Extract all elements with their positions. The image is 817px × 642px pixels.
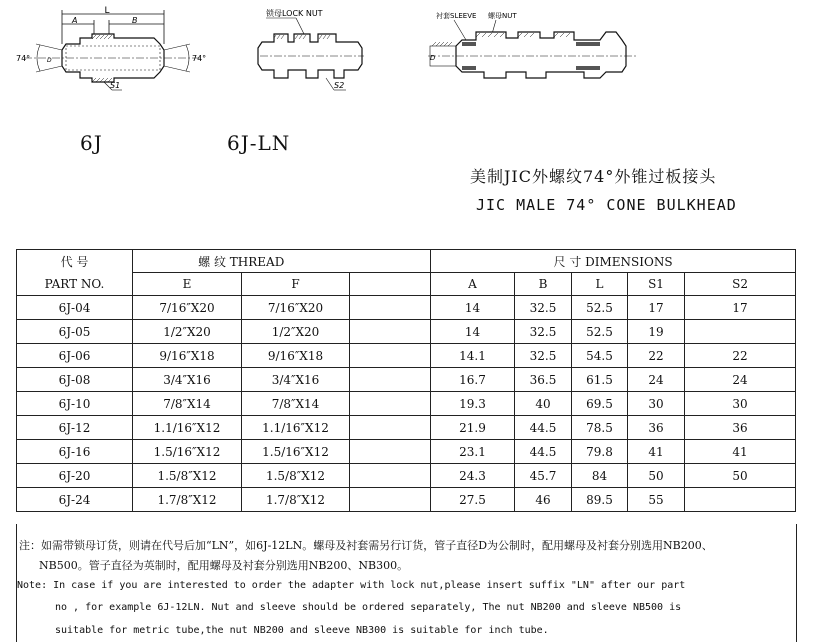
cell-s1: 55	[628, 488, 685, 512]
cell-a: 14.1	[431, 344, 515, 368]
dim-D-label: D	[47, 57, 52, 64]
angle-left-label: 74°	[16, 54, 31, 63]
cell-part-no: 6J-10	[17, 392, 133, 416]
cell-spacer	[350, 368, 431, 392]
header-l: L	[572, 273, 628, 296]
cell-thread-f: 7/16″X20	[242, 296, 350, 320]
cell-s1: 50	[628, 464, 685, 488]
cell-b: 32.5	[515, 296, 572, 320]
cell-b: 32.5	[515, 344, 572, 368]
cell-a: 24.3	[431, 464, 515, 488]
cell-s2: 30	[685, 392, 796, 416]
cell-s2: 24	[685, 368, 796, 392]
table-row	[17, 392, 796, 416]
cell-thread-f: 1.1/16″X12	[242, 416, 350, 440]
cell-thread-f: 3/4″X16	[242, 368, 350, 392]
cell-s1: 41	[628, 440, 685, 464]
cell-l: 54.5	[572, 344, 628, 368]
table-body	[17, 296, 796, 512]
table-row	[17, 464, 796, 488]
header-s2: S2	[685, 273, 796, 296]
cell-s1: 19	[628, 320, 685, 344]
header-code-cn: 代 号	[17, 250, 133, 273]
cell-l: 69.5	[572, 392, 628, 416]
header-thread: 螺 纹 THREAD	[133, 250, 350, 273]
table-row	[17, 368, 796, 392]
dim-B-label: B	[132, 16, 138, 25]
cell-thread-f: 1/2″X20	[242, 320, 350, 344]
cell-s1: 17	[628, 296, 685, 320]
cell-b: 32.5	[515, 320, 572, 344]
cell-thread-e: 1.5/16″X12	[133, 440, 242, 464]
cell-a: 21.9	[431, 416, 515, 440]
cell-spacer	[350, 392, 431, 416]
cell-s1: 22	[628, 344, 685, 368]
drawing-6j-assembly	[426, 4, 646, 94]
cell-a: 14	[431, 320, 515, 344]
cell-thread-e: 3/4″X16	[133, 368, 242, 392]
cell-spacer	[350, 488, 431, 512]
cell-b: 44.5	[515, 440, 572, 464]
cell-l: 52.5	[572, 320, 628, 344]
cell-a: 14	[431, 296, 515, 320]
sleeve-label: 衬套SLEEVE	[436, 12, 477, 20]
s2-label: S2	[334, 81, 345, 90]
cell-l: 52.5	[572, 296, 628, 320]
note-en-line-3: suitable for metric tube,the nut NB200 and sleeve NB300 is suitable for inch tube.	[55, 625, 549, 636]
cell-spacer	[350, 296, 431, 320]
note-en-line-1: Note: In case if you are interested to order the adapter with lock nut,please insert suffix "LN" after our part	[17, 580, 686, 591]
cell-s2: 17	[685, 296, 796, 320]
table-row	[17, 416, 796, 440]
cell-spacer	[350, 320, 431, 344]
cell-part-no: 6J-16	[17, 440, 133, 464]
specification-table	[16, 249, 796, 512]
header-f: F	[242, 273, 350, 296]
table-row	[17, 296, 796, 320]
cell-thread-f: 7/8″X14	[242, 392, 350, 416]
cell-b: 40	[515, 392, 572, 416]
cell-s2: 36	[685, 416, 796, 440]
table-row	[17, 344, 796, 368]
cell-thread-e: 1.5/8″X12	[133, 464, 242, 488]
cell-l: 61.5	[572, 368, 628, 392]
cell-part-no: 6J-20	[17, 464, 133, 488]
cell-spacer	[350, 440, 431, 464]
drawing-6j-ln	[250, 4, 375, 96]
dim-L-label: L	[104, 6, 110, 16]
header-dimensions: 尺 寸 DIMENSIONS	[431, 250, 796, 273]
cell-s2: 22	[685, 344, 796, 368]
cell-thread-e: 1.1/16″X12	[133, 416, 242, 440]
cell-spacer	[350, 416, 431, 440]
cell-s2	[685, 320, 796, 344]
cell-thread-f: 1.5/16″X12	[242, 440, 350, 464]
s1-label: S1	[110, 81, 121, 90]
note-en-line-2: no , for example 6J-12LN. Nut and sleeve should be ordered separately, The nut NB200 and sleeve NB500 is	[55, 602, 682, 613]
cell-b: 45.7	[515, 464, 572, 488]
cell-part-no: 6J-06	[17, 344, 133, 368]
cell-part-no: 6J-05	[17, 320, 133, 344]
header-a: A	[431, 273, 515, 296]
cell-b: 36.5	[515, 368, 572, 392]
cell-s1: 24	[628, 368, 685, 392]
header-s1: S1	[628, 273, 685, 296]
table-row	[17, 488, 796, 512]
title-chinese: 美制JIC外螺纹74°外锥过板接头	[470, 167, 717, 186]
cell-thread-f: 1.7/8″X12	[242, 488, 350, 512]
locknut-label: 锁母LOCK NUT	[266, 9, 323, 18]
cell-a: 27.5	[431, 488, 515, 512]
cell-l: 78.5	[572, 416, 628, 440]
cell-l: 79.8	[572, 440, 628, 464]
cell-thread-f: 1.5/8″X12	[242, 464, 350, 488]
table-row	[17, 320, 796, 344]
cell-l: 84	[572, 464, 628, 488]
cell-thread-e: 1.7/8″X12	[133, 488, 242, 512]
cell-s2: 41	[685, 440, 796, 464]
cell-b: 46	[515, 488, 572, 512]
header-part-no: PART NO.	[17, 273, 133, 296]
cell-l: 89.5	[572, 488, 628, 512]
model-6j-ln: 6J-LN	[227, 131, 291, 155]
cell-spacer	[350, 464, 431, 488]
cell-s2: 50	[685, 464, 796, 488]
cell-part-no: 6J-08	[17, 368, 133, 392]
cell-part-no: 6J-12	[17, 416, 133, 440]
cell-part-no: 6J-04	[17, 296, 133, 320]
angle-right-label: 74°	[192, 54, 207, 63]
drawing-6j	[14, 4, 214, 96]
cell-thread-e: 1/2″X20	[133, 320, 242, 344]
cell-thread-e: 7/8″X14	[133, 392, 242, 416]
header-e: E	[133, 273, 242, 296]
table-row	[17, 440, 796, 464]
nut-label: 螺母NUT	[488, 12, 517, 20]
cell-part-no: 6J-24	[17, 488, 133, 512]
cell-a: 19.3	[431, 392, 515, 416]
cell-thread-e: 9/16″X18	[133, 344, 242, 368]
cell-a: 23.1	[431, 440, 515, 464]
tube-d-label: D	[430, 54, 436, 62]
cell-spacer	[350, 344, 431, 368]
notes-section	[16, 524, 797, 642]
header-b: B	[515, 273, 572, 296]
dim-A-label: A	[72, 16, 78, 25]
cell-thread-f: 9/16″X18	[242, 344, 350, 368]
cell-a: 16.7	[431, 368, 515, 392]
cell-s2	[685, 488, 796, 512]
cell-s1: 36	[628, 416, 685, 440]
cell-b: 44.5	[515, 416, 572, 440]
title-english: JIC MALE 74° CONE BULKHEAD	[476, 196, 737, 214]
note-cn-line-1: 注：如需带锁母订货，则请在代号后加“LN”，如6J-12LN。螺母及衬套需另行订货，管子直径D为公制时，配用螺母及衬套分别选用NB200、	[19, 539, 713, 552]
cell-thread-e: 7/16″X20	[133, 296, 242, 320]
note-cn-line-2: NB500。管子直径为英制时，配用螺母及衬套分别选用NB200、NB300。	[39, 559, 409, 572]
cell-s1: 30	[628, 392, 685, 416]
model-6j: 6J	[80, 131, 103, 155]
